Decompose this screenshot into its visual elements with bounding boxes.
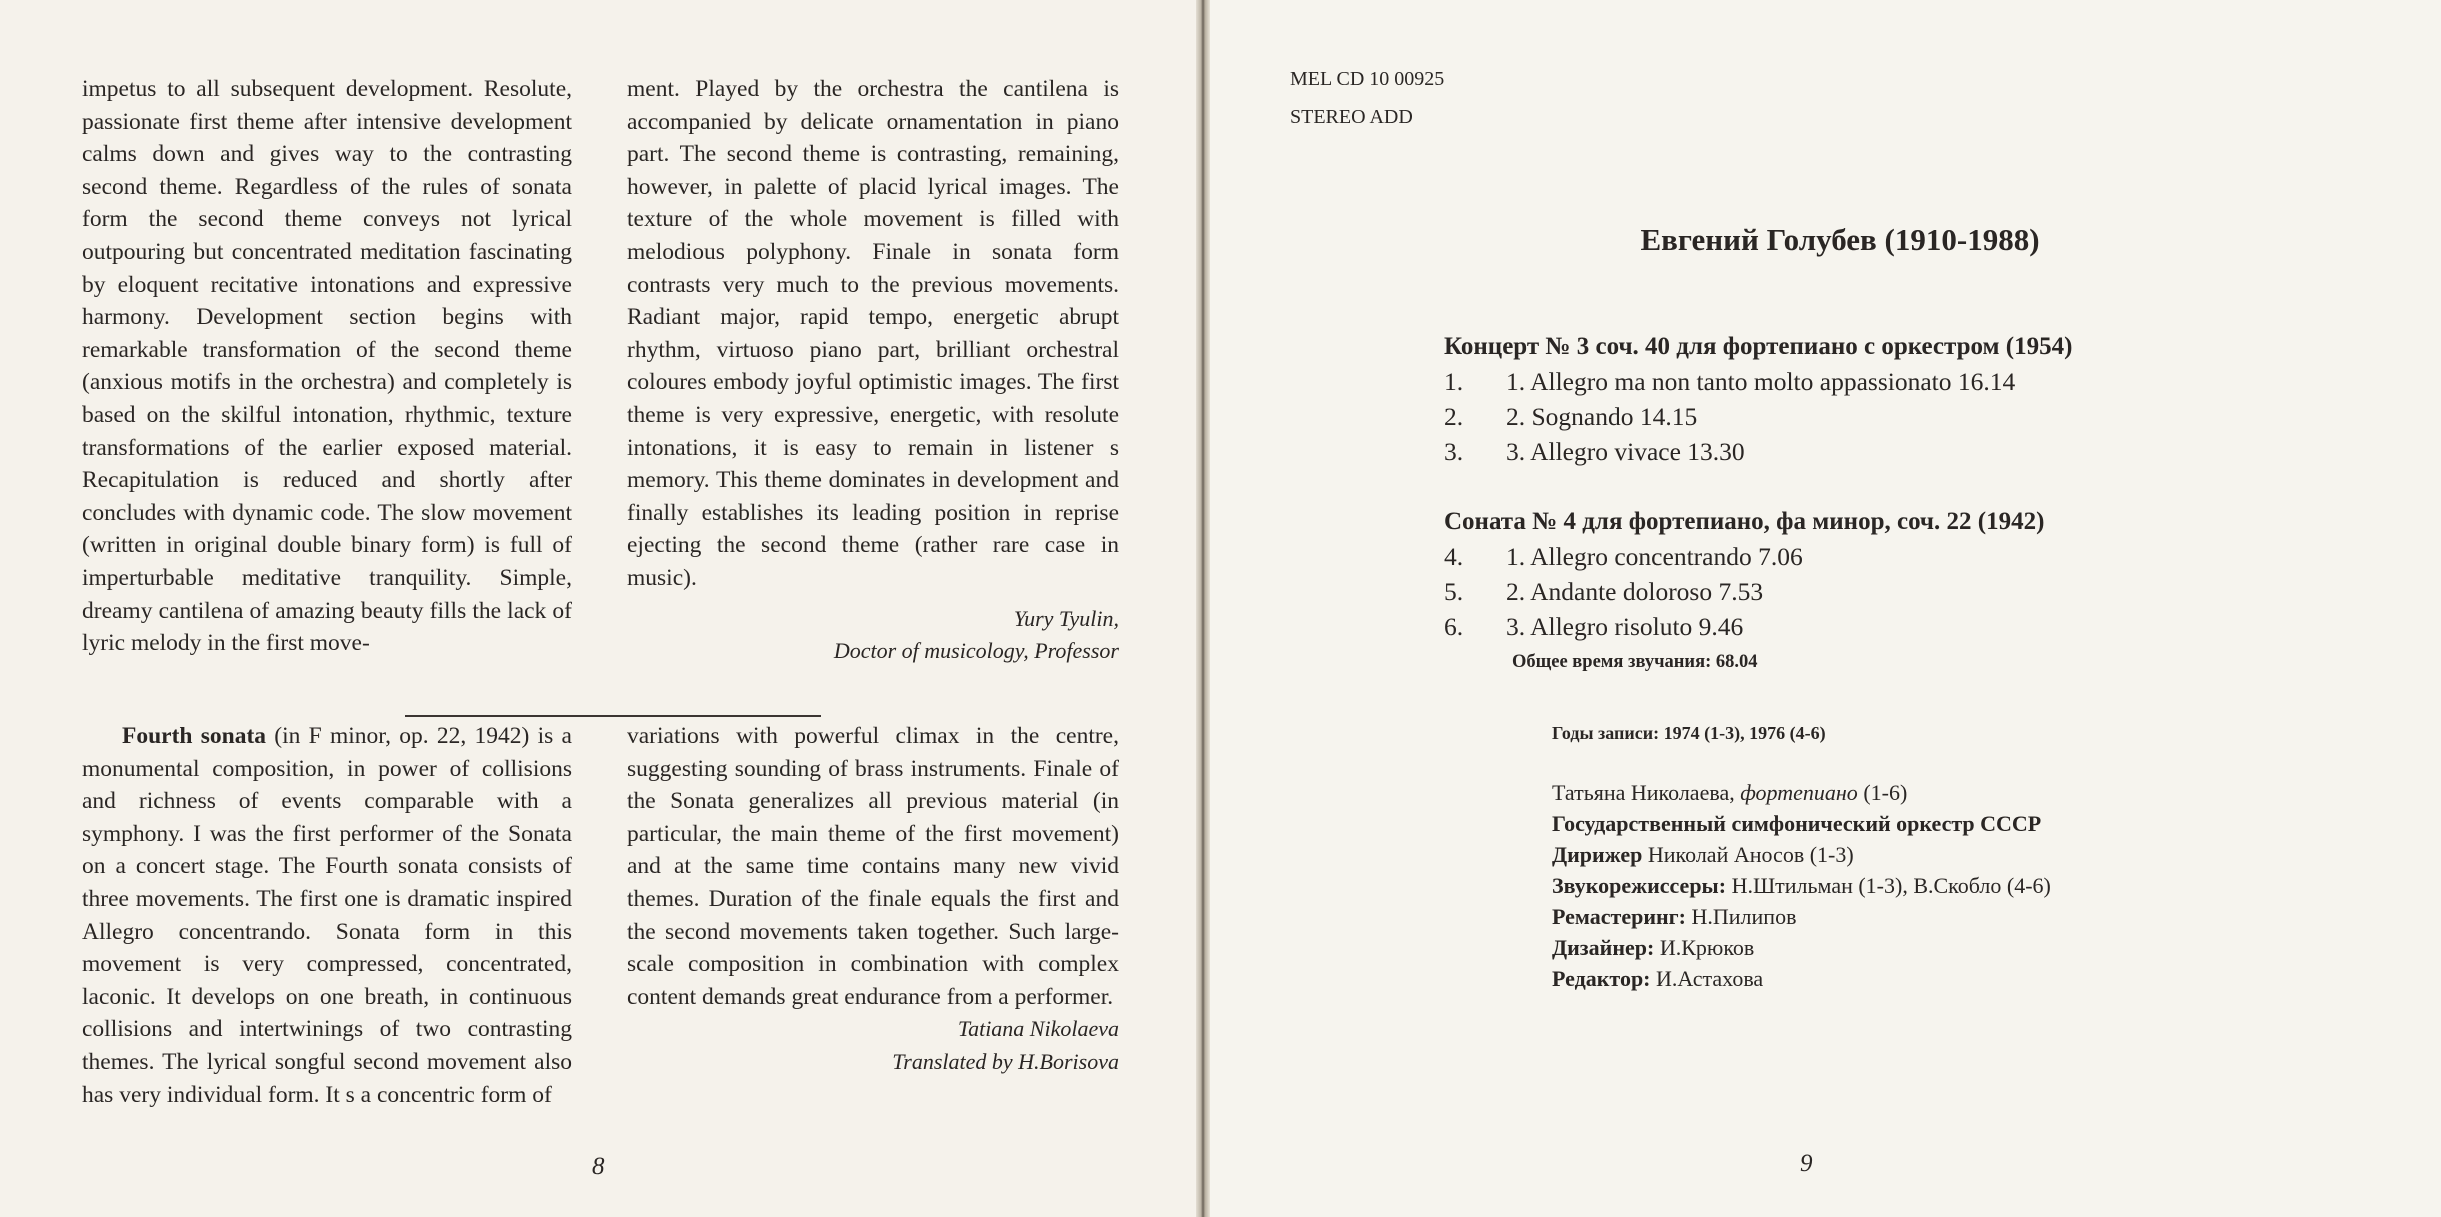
section-divider xyxy=(405,715,821,717)
author-title: Doctor of musicology, Professor xyxy=(833,638,1119,664)
page-number-left: 8 xyxy=(592,1153,605,1180)
credit-remastering: Ремастеринг: Н.Пилипов xyxy=(1552,904,1797,929)
track-item: 2. 2. Sognando 14.15 xyxy=(1444,402,1698,431)
recording-years: Годы записи: 1974 (1-3), 1976 (4-6) xyxy=(1552,723,1826,743)
credit-conductor: Дирижер Николай Аносов (1-3) xyxy=(1552,842,1854,867)
composer-title: Евгений Голубев (1910-1988) xyxy=(1640,222,2040,257)
right-page xyxy=(1206,0,2441,1217)
track-item: 6. 3. Allegro risoluto 9.46 xyxy=(1444,612,1744,641)
author-name: Yury Tyulin, xyxy=(1013,605,1119,631)
track-item: 3. 3. Allegro vivace 13.30 xyxy=(1444,437,1745,466)
stereo-label: STEREO ADD xyxy=(1290,106,1413,128)
credit-sound-engineers: Звукорежиссеры: Н.Штильман (1-3), В.Скобло (4-6) xyxy=(1552,873,2051,898)
paragraph: ment. Played by the orchestra the cantilena is accompanied by delicate ornamentation in piano part. The second theme is contrasting, remaining, however, in palette of placid lyrical images. The texture of the whole movement is filled with melodious polyphony. Finale in sonata form contrasts very much to the previous movements. Radiant major, rapid tempo, energetic abrupt rhythm, virtuoso piano part, brilliant orchestral coloures embody joyful optimistic images. The first theme is very expressive, energetic, with resolute intonations, it is easy to remain in listener s memory. This theme dominates in development and finally establishes its leading position in reprise ejecting the second theme (rather rare case in music). xyxy=(627,76,1119,591)
track-item: 1. 1. Allegro ma non tanto molto appassionato 16.14 xyxy=(1444,367,2016,396)
catalog-number: MEL CD 10 00925 xyxy=(1290,68,1445,90)
top-text-column-2 xyxy=(627,73,1119,668)
bottom-text-column-1 xyxy=(82,720,572,1111)
bold-lead: Fourth sonata xyxy=(122,723,267,749)
total-time: Общее время звучания: 68.04 xyxy=(1512,652,1758,672)
paragraph: Fourth sonata (in F minor, op. 22, 1942) is a monumental composition, in power of collisions and richness of events comparable with a symphony. I was the first performer of the Sonata on a concert stage. The Fourth sonata consists of three movements. The first one is dramatic inspired Allegro concentrando. Sonata form in this movement is very compressed, concentrated, laconic. It develops on one breath, in continuous collisions and intertwinings of two contrasting themes. The lyrical songful second movement also has very individual form. It s a concentric form of xyxy=(82,723,572,1108)
bottom-text-column-2 xyxy=(627,720,1119,1079)
credit-designer: Дизайнер: И.Крюков xyxy=(1552,935,1755,960)
translator-credit: Translated by H.Borisova xyxy=(892,1048,1119,1074)
work-1-title: Концерт № 3 соч. 40 для фортепиано с оркестром (1954) xyxy=(1444,333,2073,360)
book-spine xyxy=(1196,0,1210,1217)
credit-pianist: Татьяна Николаева, фортепиано (1-6) xyxy=(1552,780,1908,805)
paragraph: variations with powerful climax in the centre, suggesting sounding of brass instruments. Finale of the Sonata generalizes all previous material (in particular, the main theme of the first movement) and at the same time contains many new vivid themes. Duration of the finale equals the first and the second movements taken together. Such large-scale composition in combination with complex content demands great endurance from a performer. xyxy=(627,723,1119,1010)
paragraph: impetus to all subsequent development. Resolute, passionate first theme after intensive development calms down and gives way to the contrasting second theme. Regardless of the rules of sonata form the second theme conveys not lyrical outpouring but concentrated meditation fascinating by eloquent recitative intonations and expressive harmony. Development section begins with remarkable transformation of the second theme (anxious motifs in the orchestra) and completely is based on the skilful intonation, rhythmic, texture transformations of the earlier exposed material. Recapitulation is reduced and shortly after concludes with dynamic code. The slow movement (written in original double binary form) is full of imperturbable meditative tranquility. Simple, dreamy cantilena of amazing beauty fills the lack of lyric melody in the first move- xyxy=(82,76,572,657)
credit-editor: Редактор: И.Астахова xyxy=(1552,966,1764,991)
page-number-right: 9 xyxy=(1800,1150,1813,1177)
author-name: Tatiana Nikolaeva xyxy=(957,1016,1119,1042)
track-item: 5. 2. Andante doloroso 7.53 xyxy=(1444,577,1764,606)
track-item: 4. 1. Allegro concentrando 7.06 xyxy=(1444,542,1803,571)
work-2-title: Соната № 4 для фортепиано, фа минор, соч. 22 (1942) xyxy=(1444,508,2045,535)
credit-orchestra: Государственный симфонический оркестр СССР xyxy=(1552,811,2042,836)
top-text-column-1 xyxy=(82,73,572,660)
